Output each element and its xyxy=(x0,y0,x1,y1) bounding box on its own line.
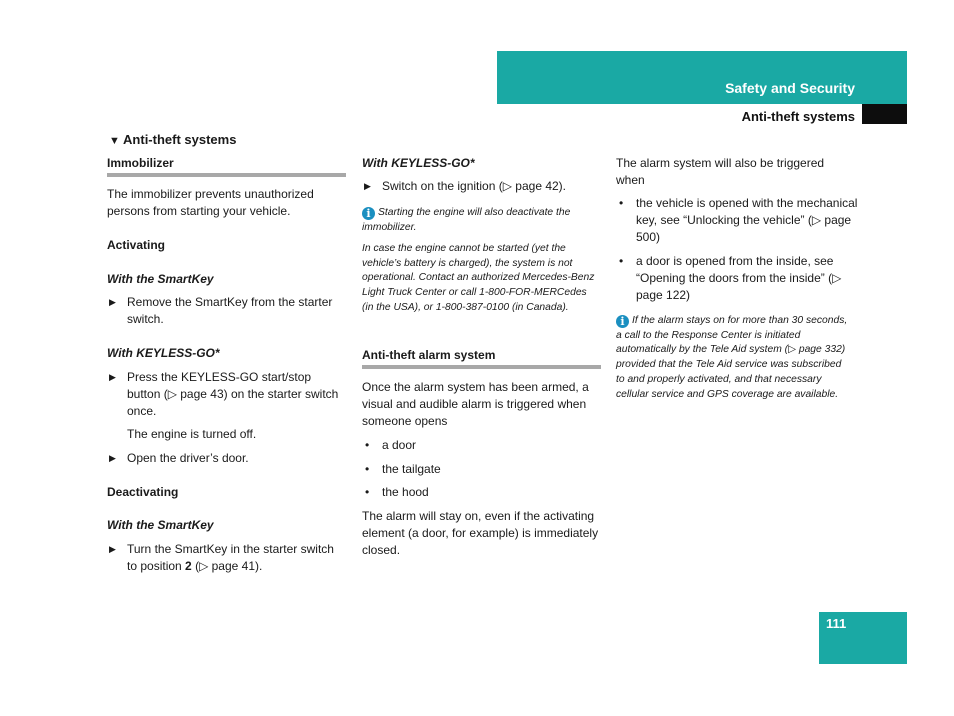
activating-heading: Activating xyxy=(107,238,166,252)
main-heading xyxy=(109,131,369,150)
step-text: Switch on the ignition (▷ page 42). xyxy=(382,179,567,193)
list-item xyxy=(362,461,441,478)
arrow-right-icon: ▶ xyxy=(109,297,116,307)
arrow-right-icon: ▶ xyxy=(109,372,116,382)
with-smartkey-heading-2: With the SmartKey xyxy=(107,518,214,532)
with-keyless-go-heading-2: With KEYLESS-GO* xyxy=(362,156,475,170)
alarm-stay-text: The alarm will stay on, even if the activating element (a door, for example) is immediately closed. xyxy=(362,509,599,557)
list-item xyxy=(616,195,858,246)
trigger-intro: The alarm system will also be triggered when xyxy=(616,156,825,187)
info-note-alarm xyxy=(616,314,852,402)
list-item-text: the vehicle is opened with the mechanical key, see “Unlocking the vehicle” (▷ page 500) xyxy=(636,196,858,244)
step-press-button xyxy=(107,369,347,420)
step-text-end: (▷ page 41). xyxy=(191,559,263,573)
subsection-title: Anti-theft systems xyxy=(741,109,855,124)
step-turn-smartkey xyxy=(107,541,347,575)
list-item xyxy=(362,437,416,454)
column-2 xyxy=(362,0,602,716)
list-item-text: a door is opened from the inside, see “Opening the doors from the inside” (▷ page 122) xyxy=(636,254,842,302)
bullet-icon: • xyxy=(619,196,624,210)
column-3 xyxy=(616,0,856,716)
step-remove-smartkey xyxy=(107,294,347,328)
step-switch-ignition xyxy=(362,178,607,195)
bullet-icon: • xyxy=(619,254,624,268)
page-number: 111 xyxy=(826,616,847,631)
step-text: Open the driver’s door. xyxy=(127,451,249,465)
info-icon: i xyxy=(616,315,629,328)
arrow-right-icon: ▶ xyxy=(109,544,116,554)
bullet-icon: • xyxy=(365,485,370,499)
list-item-text: a door xyxy=(382,438,417,452)
list-item-text: the hood xyxy=(382,485,429,499)
deactivating-heading: Deactivating xyxy=(107,485,179,499)
main-heading-text: Anti-theft systems xyxy=(123,132,237,147)
immobilizer-intro: The immobilizer prevents unauthorized persons from starting your vehicle. xyxy=(107,187,314,218)
chapter-tab-marker xyxy=(862,104,907,124)
info-icon: i xyxy=(362,207,375,220)
step-text: Remove the SmartKey from the starter switch. xyxy=(127,295,333,326)
alarm-intro: Once the alarm system has been armed, a visual and audible alarm is triggered when someone opens xyxy=(362,380,589,428)
column-1 xyxy=(107,0,347,716)
list-item xyxy=(362,484,429,501)
section-title: Safety and Security xyxy=(725,80,855,96)
step-text: Press the KEYLESS-GO start/stop button (▷ page 43) on the starter switch once. xyxy=(127,370,339,418)
alarm-heading: Anti-theft alarm system xyxy=(362,348,496,362)
bullet-icon: • xyxy=(365,462,370,476)
arrow-right-icon: ▶ xyxy=(109,453,116,463)
with-keyless-go-heading: With KEYLESS-GO* xyxy=(107,346,220,360)
bullet-icon: • xyxy=(365,438,370,452)
engine-off-result: The engine is turned off. xyxy=(127,427,257,441)
list-item-text: the tailgate xyxy=(382,462,441,476)
section-rule xyxy=(107,173,346,177)
triangle-down-icon: ▼ xyxy=(109,135,120,147)
note-text: If the alarm stays on for more than 30 seconds, a call to the Response Center is initiated automatically by the Tele Aid system (▷ page 332) provided that the Tele Aid service was subscribed to and properly activated, and that necessary cellular service and GPS coverage are available. xyxy=(616,315,848,400)
arrow-right-icon: ▶ xyxy=(364,181,371,191)
note-engine-start-failure: In case the engine cannot be started (yet the vehicle’s battery is charged), the system is not operational. Contact an authorized Mercedes-Benz Light Truck Center or call 1-800-FOR-MERCedes (in the USA), or 1-800-387-0100 (in Canada). xyxy=(362,243,595,313)
step-open-door xyxy=(107,450,347,467)
with-smartkey-heading: With the SmartKey xyxy=(107,272,214,286)
info-note-immobilizer xyxy=(362,206,598,235)
step-text: Turn the SmartKey in the starter switch to position xyxy=(127,542,334,573)
position-number: 2 xyxy=(185,559,192,573)
section-rule xyxy=(362,365,601,369)
immobilizer-heading: Immobilizer xyxy=(107,156,174,170)
note-text: Starting the engine will also deactivate the immobilizer. xyxy=(362,207,571,233)
list-item xyxy=(616,253,858,304)
